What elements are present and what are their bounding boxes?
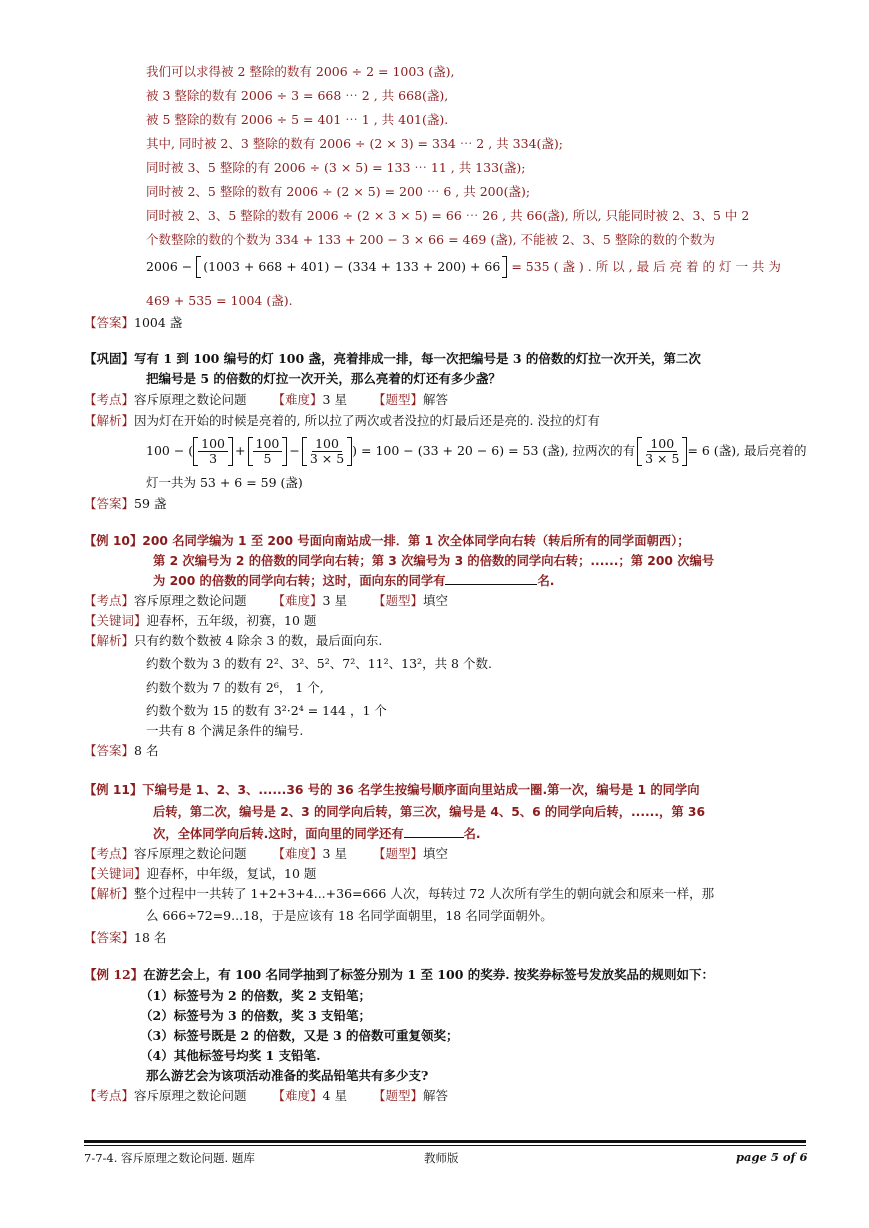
ans-tag: 【答案】 [84, 496, 135, 511]
gonggu-question-line-1 [84, 350, 701, 368]
solution-formula-line [146, 256, 781, 278]
formula-inner: (1003 + 668 + 401) − (334 + 133 + 200) + 66 [203, 259, 501, 274]
gonggu-analysis-formula [146, 432, 807, 470]
ex11-meta [84, 845, 448, 863]
solution-line-7: 同时被 2、3、5 整除的数有 2006 ÷ (2 × 3 × 5) = 66 ⋯ 26 , 共 66(盏), 所以, 只能同时被 2、3、5 中 2 [146, 208, 750, 223]
solution-line-3: 被 5 整除的数有 2006 ÷ 5 = 401 ⋯ 1 , 共 401(盏). [146, 112, 449, 127]
solution-line-10: 469 + 535 = 1004 (盏). [146, 293, 293, 308]
kd-value: 容斥原理之数论问题 [134, 392, 247, 407]
solution-line-4: 其中, 同时被 2、3 整除的数有 2006 ÷ (2 × 3) = 334 ⋯ 2 , 共 334(盏); [146, 136, 563, 151]
formula-mid: ) = 100 − (33 + 20 − 6) = 53 (盏), 拉两次的有 [352, 443, 636, 458]
ex12-rule-4: （4）其他标签号均奖 1 支铅笔. [140, 1048, 321, 1063]
gonggu-analysis-1 [84, 412, 600, 430]
ex10-question-line-1 [84, 532, 690, 550]
ex11-q1: 下编号是 1、2、3、......36 号的 36 名学生按编号顺序面向里站成一圈.第一次，编号是 1 的同学向 [142, 783, 700, 797]
nd-tag: 【难度】 [272, 846, 323, 861]
formula-end: = 6 (盏), 最后亮着的 [687, 443, 807, 458]
floor-bracket-1 [193, 437, 233, 466]
ex10-analysis-5: 一共有 8 个满足条件的编号. [146, 723, 304, 738]
nd-tag: 【难度】 [272, 392, 323, 407]
tx-tag: 【题型】 [372, 593, 423, 608]
floor-bracket-3 [302, 437, 352, 466]
kd-tag: 【考点】 [84, 392, 135, 407]
kd-tag: 【考点】 [84, 593, 135, 608]
ex10-answer [84, 742, 158, 760]
nd-value: 3 星 [322, 593, 347, 608]
gonggu-analysis-3: 灯一共为 53 + 6 = 59 (盏) [146, 475, 303, 490]
formula-prefix: 2006 − [146, 259, 193, 274]
fraction-4 [642, 437, 682, 466]
ex12-rule-1: （1）标签号为 2 的倍数，奖 2 支铅笔； [140, 988, 372, 1003]
gonggu-tag: 【巩固】 [84, 351, 135, 366]
gonggu-answer [84, 495, 166, 513]
gj-value: 迎春杯，中年级，复试，10 题 [146, 866, 317, 881]
nd-tag: 【难度】 [272, 1088, 323, 1103]
ex12-q1: 在游艺会上，有 100 名同学抽到了标签分别为 1 至 100 的奖券. 按奖券标签号发放奖品的规则如下： [143, 967, 714, 982]
nd-value: 4 星 [322, 1088, 347, 1103]
ans-tag: 【答案】 [84, 930, 135, 945]
floor-bracket-4 [637, 437, 687, 466]
ex11-analysis-1 [84, 885, 714, 903]
answer-value: 1004 盏 [134, 315, 183, 330]
kd-tag: 【考点】 [84, 846, 135, 861]
ex12-question-line-1 [84, 966, 714, 984]
ex10-keywords [84, 612, 316, 630]
ex11-tag: 【例 11】 [84, 783, 143, 797]
ex10-question-line-2: 第 2 次编号为 2 的倍数的同学向右转；第 3 次编号为 3 的倍数的同学向右转；......；第 200 次编号 [153, 554, 715, 568]
ex12-rule-2: （2）标签号为 3 的倍数，奖 3 支铅笔； [140, 1008, 372, 1023]
jx-tag: 【解析】 [84, 633, 135, 648]
ex11-question-line-2: 后转，第二次，编号是 2、3 的同学向后转，第三次，编号是 4、5、6 的同学向后转，......，第 36 [153, 805, 706, 819]
ex10-q3b: 名. [537, 574, 555, 588]
fraction-1 [198, 437, 228, 466]
minus-sign: − [289, 443, 300, 458]
ans-value: 18 名 [134, 930, 167, 945]
fraction-3 [307, 437, 347, 466]
footer-page-number: page 5 of 6 [736, 1150, 808, 1164]
frac3-den: 3 × 5 [309, 450, 345, 466]
frac4-den: 3 × 5 [645, 450, 680, 466]
ans-tag: 【答案】 [84, 743, 135, 758]
ex10-analysis-1 [84, 632, 382, 650]
answer-tag: 【答案】 [84, 315, 135, 330]
plus-sign: + [235, 443, 246, 458]
nd-value: 3 星 [322, 846, 347, 861]
solution-line-2: 被 3 整除的数有 2006 ÷ 3 = 668 ⋯ 2 , 共 668(盏), [146, 88, 449, 103]
formula-bracket [196, 256, 507, 278]
kd-tag: 【考点】 [84, 1088, 135, 1103]
tx-value: 解答 [422, 392, 448, 407]
ans-value: 8 名 [134, 743, 159, 758]
tx-value: 解答 [422, 1088, 448, 1103]
footer-rule-thin [84, 1145, 806, 1146]
gonggu-q1: 写有 1 到 100 编号的灯 100 盏，亮着排成一排，每一次把编号是 3 的倍数的灯拉一次开关，第二次 [134, 351, 701, 366]
footer-rule-thick [84, 1140, 806, 1143]
frac2-num: 100 [253, 437, 283, 452]
ex11-analysis-2: 么 666÷72=9...18，于是应该有 18 名同学面朝里，18 名同学面朝外。 [146, 908, 553, 923]
jx-line-1: 整个过程中一共转了 1+2+3+4...+36=666 人次，每转过 72 人次所有学生的朝向就会和原来一样，那 [134, 886, 715, 901]
tx-value: 填空 [422, 593, 448, 608]
solution-line-5: 同时被 3、5 整除的有 2006 ÷ (3 × 5) = 133 ⋯ 11 , 共 133(盏); [146, 160, 526, 175]
gonggu-question-line-2: 把编号是 5 的倍数的灯拉一次开关，那么亮着的灯还有多少盏？ [146, 371, 501, 386]
jx-tag: 【解析】 [84, 413, 135, 428]
tx-tag: 【题型】 [372, 392, 423, 407]
tx-tag: 【题型】 [372, 846, 423, 861]
ex11-question-line-3 [153, 825, 481, 843]
ex11-answer [84, 929, 166, 947]
ex12-question-line-2: 那么游艺会为该项活动准备的奖品铅笔共有多少支? [146, 1068, 429, 1083]
nd-tag: 【难度】 [272, 593, 323, 608]
frac2-den: 5 [263, 450, 272, 466]
ex10-analysis-2: 约数个数为 3 的数有 2²、3²、5²、7²、11²、13²，共 8 个数. [146, 656, 492, 671]
kd-value: 容斥原理之数论问题 [134, 593, 247, 608]
ex11-q3b: 名. [463, 827, 481, 841]
tx-tag: 【题型】 [372, 1088, 423, 1103]
gonggu-meta [84, 391, 448, 409]
ex11-question-line-1 [84, 781, 700, 799]
gj-value: 迎春杯，五年级，初赛，10 题 [146, 613, 317, 628]
ex11-keywords [84, 865, 316, 883]
tx-value: 填空 [422, 846, 448, 861]
gj-tag: 【关键词】 [84, 613, 147, 628]
nd-value: 3 星 [322, 392, 347, 407]
ex11-q3a: 次，全体同学向后转.这时，面向里的同学还有 [153, 827, 404, 841]
ans-value: 59 盏 [134, 496, 167, 511]
frac3-num: 100 [312, 437, 342, 452]
footer-left: 7-7-4. 容斥原理之数论问题. 题库 [84, 1151, 255, 1165]
footer-center: 教师版 [424, 1151, 459, 1165]
ex10-analysis-4: 约数个数为 15 的数有 3²·2⁴ = 144 ，1 个 [146, 703, 387, 718]
jx-line-1: 只有约数个数被 4 除余 3 的数，最后面向东. [134, 633, 383, 648]
ex10-analysis-3: 约数个数为 7 的数有 2⁶， 1 个, [146, 680, 324, 695]
gj-tag: 【关键词】 [84, 866, 147, 881]
jx-tag: 【解析】 [84, 886, 135, 901]
ex12-meta [84, 1087, 448, 1105]
solution-line-8: 个数整除的数的个数为 334 + 133 + 200 − 3 × 66 = 469 (盏), 不能被 2、3、5 整除的数的个数为 [146, 232, 715, 247]
formula-suffix: = 535 ( 盏 ) . 所 以 , 最 后 亮 着 的 灯 一 共 为 [511, 259, 781, 274]
floor-bracket-2 [248, 437, 288, 466]
fraction-2 [253, 437, 283, 466]
frac4-num: 100 [647, 437, 677, 452]
formula-pre: 100 − ( [146, 443, 194, 458]
kd-value: 容斥原理之数论问题 [134, 1088, 247, 1103]
frac1-den: 3 [209, 450, 218, 466]
frac1-num: 100 [198, 437, 228, 452]
ex10-question-line-3 [153, 572, 554, 590]
ex10-tag: 【例 10】 [84, 534, 143, 548]
jx-line-1: 因为灯在开始的时候是亮着的, 所以拉了两次或者没拉的灯最后还是亮的. 没拉的灯有 [134, 413, 600, 428]
answer-blank [404, 825, 464, 838]
ex10-meta [84, 592, 448, 610]
ex12-tag: 【例 12】 [84, 967, 144, 982]
solution-line-6: 同时被 2、5 整除的数有 2006 ÷ (2 × 5) = 200 ⋯ 6 , 共 200(盏); [146, 184, 531, 199]
ex12-rule-3: （3）标签号既是 2 的倍数，又是 3 的倍数可重复领奖； [140, 1028, 459, 1043]
answer-blank [445, 572, 537, 585]
ex10-q3a: 为 200 的倍数的同学向右转；这时，面向东的同学有 [153, 574, 446, 588]
ex10-q1: 200 名同学编为 1 至 200 号面向南站成一排．第 1 次全体同学向右转（转后所有的同学面朝西）； [142, 534, 690, 548]
solution-line-1: 我们可以求得被 2 整除的数有 2006 ÷ 2 = 1003 (盏), [146, 64, 455, 79]
kd-value: 容斥原理之数论问题 [134, 846, 247, 861]
answer-block-1 [84, 314, 182, 332]
